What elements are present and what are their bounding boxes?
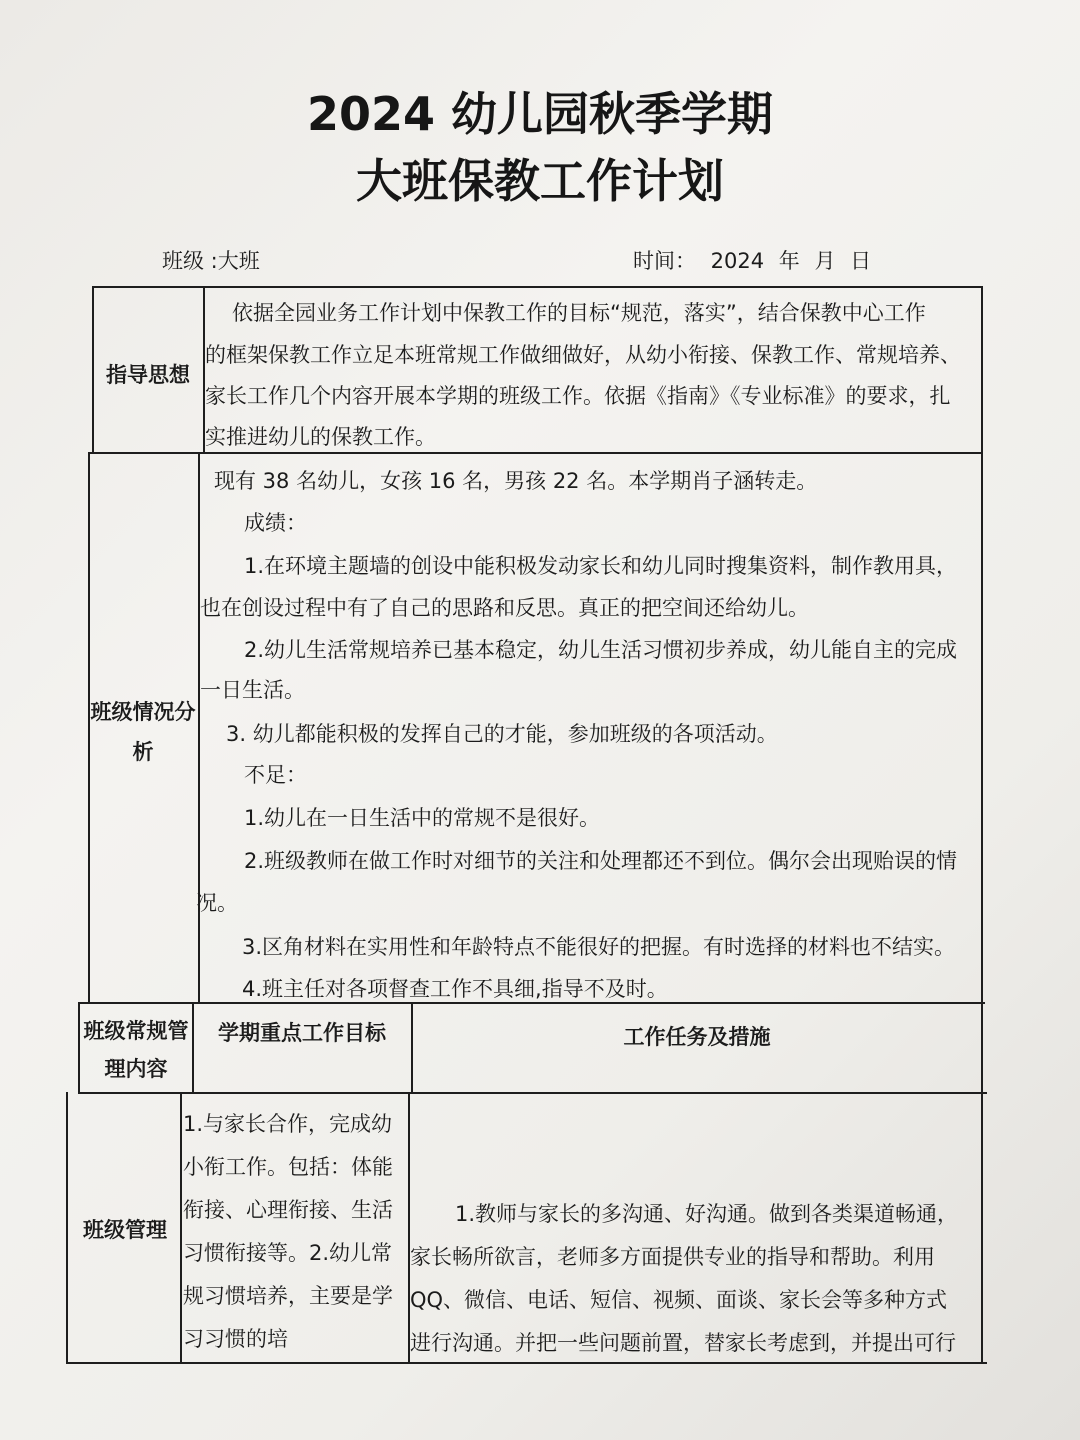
class-label: 班级 :大班 [162,249,260,273]
header-tasks-measures: 工作任务及措施 [623,1025,771,1049]
analysis-line: 现有 38 名幼儿，女孩 16 名，男孩 22 名。本学期肖子涵转走。 [214,469,818,493]
table-border-right [981,286,983,1363]
measures-line: 家长畅所欲言，老师多方面提供专业的指导和帮助。利用 [410,1245,935,1269]
table-border-top [92,286,983,288]
analysis-line: 2.幼儿生活常规培养已基本稳定，幼儿生活习惯初步养成，幼儿能自主的完成 [244,638,958,662]
analysis-line: 4.班主任对各项督查工作不具细,指导不及时。 [242,977,668,1001]
document-title-line-2: 大班保教工作计划 [356,154,724,208]
analysis-line: 3.区角材料在实用性和年龄特点不能很好的把握。有时选择的材料也不结实。 [242,935,956,959]
table-border-left-4 [66,1092,68,1363]
time-label: 时间： 2024 年 月 日 [633,249,872,273]
header-semester-goals: 学期重点工作目标 [218,1021,386,1045]
header-routine-management: 班级常规管理内容 [83,1019,189,1081]
document-title-line-1: 2024 幼儿园秋季学期 [306,87,774,141]
guiding-ideology-label: 指导思想 [106,363,190,387]
measures-line: QQ、微信、电话、短信、视频、面谈、家长会等多种方式 [410,1288,948,1312]
table-rule-headers [78,1092,987,1094]
guiding-line: 的框架保教工作立足本班常规工作做细做好，从幼小衔接、保教工作、常规培养、 [205,343,961,367]
analysis-line: 2.班级教师在做工作时对细节的关注和处理都还不到位。偶尔会出现贻误的情 [244,849,958,873]
class-management-label: 班级管理 [83,1218,167,1242]
measures-line: 进行沟通。并把一些问题前置，替家长考虑到，并提出可行 [410,1331,956,1355]
guiding-line: 依据全园业务工作计划中保教工作的目标“规范，落实”，结合保教中心工作 [232,301,926,325]
class-analysis-label: 班级情况分析 [90,700,196,764]
analysis-line: 也在创设过程中有了自己的思路和反思。真正的把空间还给幼儿。 [200,596,809,620]
table-border-left-1 [92,286,94,453]
guiding-line: 家长工作几个内容开展本学期的班级工作。依据《指南》《专业标准》的要求，扎 [205,384,951,408]
analysis-line: 1.幼儿在一日生活中的常规不是很好。 [244,806,601,830]
analysis-line: 况。 [196,891,238,915]
measures-line: 1.教师与家长的多沟通、好沟通。做到各类渠道畅通， [455,1202,959,1226]
analysis-line: 不足： [244,763,307,787]
guiding-line: 实推进幼儿的保教工作。 [205,425,436,449]
analysis-line: 一日生活。 [200,678,305,702]
analysis-line: 3. 幼儿都能积极的发挥自己的才能，参加班级的各项活动。 [226,722,778,746]
analysis-line: 1.在环境主题墙的创设中能积极发动家长和幼儿同时搜集资料，制作教用具， [244,554,958,578]
analysis-line: 成绩： [244,511,307,535]
semester-goals-text: 1.与家长合作，完成幼小衔工作。包括：体能衔接、心理衔接、生活习惯衔接等。2.幼儿常规习惯培养，主要是学习习惯的培 [183,1112,393,1351]
